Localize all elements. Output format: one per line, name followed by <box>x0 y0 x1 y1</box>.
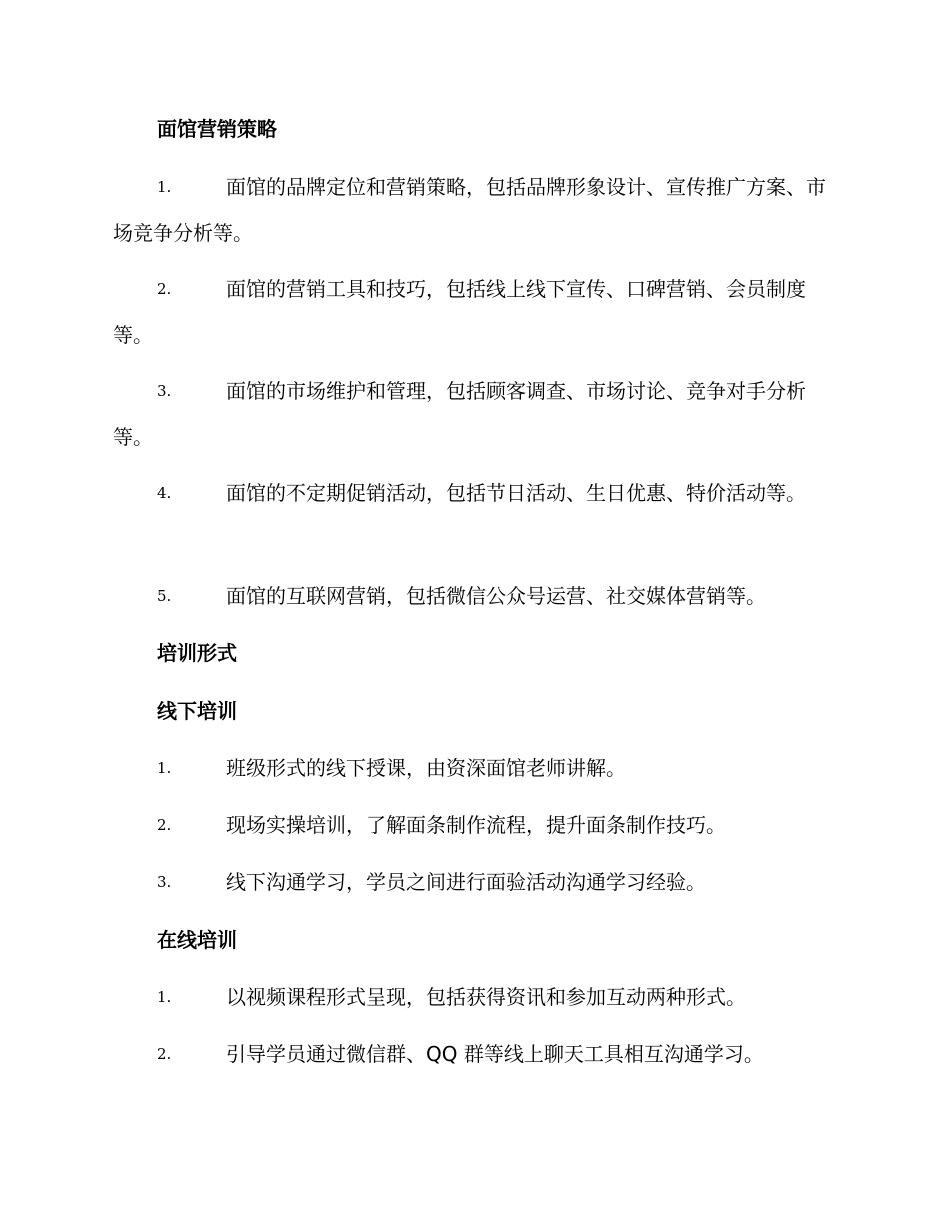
list-text: 班级形式的线下授课，由资深面馆老师讲解。 <box>226 756 626 780</box>
section-title-offline: 线下培训 <box>157 699 237 723</box>
list-number: 3. <box>157 873 172 891</box>
list-text: 引导学员通过微信群、QQ 群等线上聊天工具相互沟通学习。 <box>226 1042 764 1066</box>
list-number: 3. <box>157 382 172 400</box>
list-number: 5. <box>157 587 172 605</box>
list-text: 面馆的品牌定位和营销策略，包括品牌形象设计、宣传推广方案、市场竞争分析等。 <box>113 175 826 245</box>
list-number: 2. <box>157 280 172 298</box>
list-text: 线下沟通学习，学员之间进行面验活动沟通学习经验。 <box>226 870 706 894</box>
list-item <box>113 859 833 905</box>
list-number: 1. <box>157 759 172 777</box>
list-item <box>113 164 833 256</box>
section-title-marketing: 面馆营销策略 <box>157 117 277 141</box>
list-text: 以视频课程形式呈现，包括获得资讯和参加互动两种形式。 <box>226 985 746 1009</box>
list-text: 面馆的市场维护和管理，包括顾客调查、市场讨论、竞争对手分析等。 <box>113 379 806 449</box>
list-text: 面馆的互联网营销，包括微信公众号运营、社交媒体营销等。 <box>226 584 766 608</box>
list-item <box>113 266 833 358</box>
list-number: 4. <box>157 484 172 502</box>
section-title-online: 在线培训 <box>157 928 237 952</box>
list-item <box>113 1031 833 1077</box>
list-number: 2. <box>157 1045 172 1063</box>
list-item <box>113 573 833 619</box>
list-number: 2. <box>157 816 172 834</box>
list-text: 现场实操培训，了解面条制作流程，提升面条制作技巧。 <box>226 813 726 837</box>
list-item <box>113 470 833 516</box>
section-title-training-form: 培训形式 <box>157 641 237 665</box>
list-text: 面馆的营销工具和技巧，包括线上线下宣传、口碑营销、会员制度等。 <box>113 277 806 347</box>
list-text: 面馆的不定期促销活动，包括节日活动、生日优惠、特价活动等。 <box>226 481 806 505</box>
list-number: 1. <box>157 178 172 196</box>
list-number: 1. <box>157 988 172 1006</box>
list-item <box>113 974 833 1020</box>
list-item <box>113 745 833 791</box>
list-item <box>113 802 833 848</box>
list-item <box>113 368 833 460</box>
